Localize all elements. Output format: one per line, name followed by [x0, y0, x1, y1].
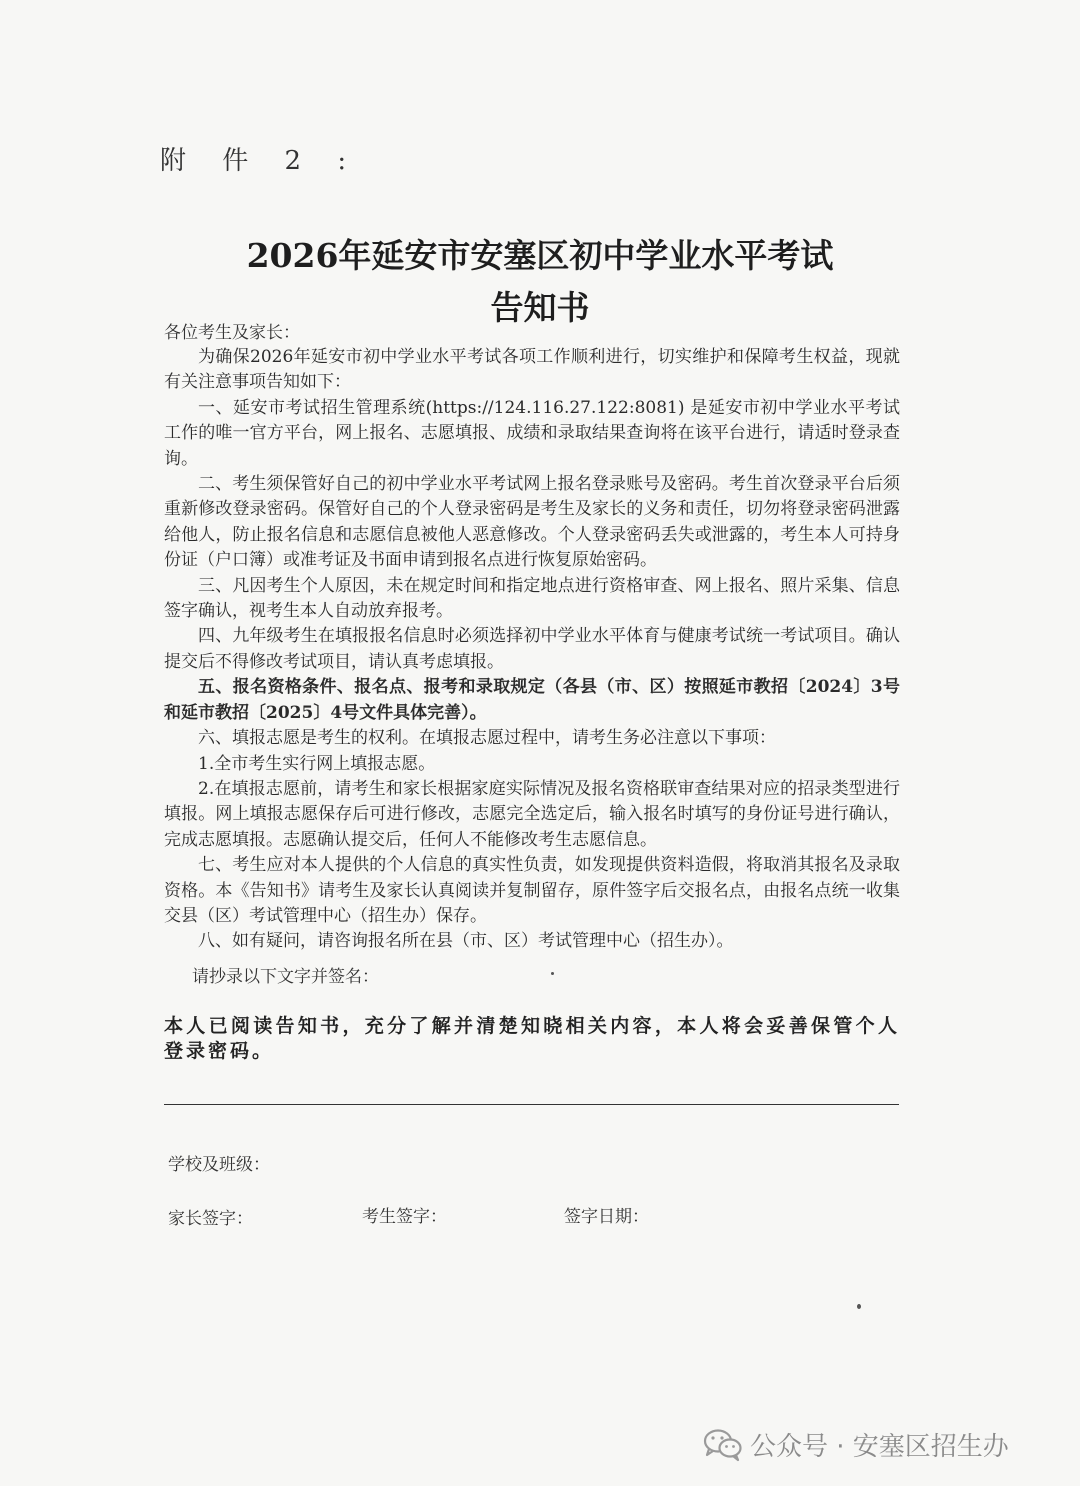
wechat-watermark	[702, 1418, 1072, 1470]
wechat-icon	[702, 1426, 744, 1462]
document-subtitle: 告知书	[490, 288, 590, 327]
acknowledgement-statement: 本人已阅读告知书，充分了解并清楚知晓相关内容，本人将会妥善保管个人登录密码。	[164, 1015, 900, 1062]
item-7-paragraph: 七、考生应对本人提供的个人信息的真实性负责，如发现提供资料造假，将取消其报名及录取资格。本《告知书》请考生及家长认真阅读并复制留存，原件签字后交报名点，由报名点统一收集交县（区）考试管理中心（招生办）保存。	[164, 855, 900, 926]
item-6-paragraph: 六、填报志愿是考生的权利。在填报志愿过程中，请考生务必注意以下事项：	[198, 728, 776, 749]
sign-date-field: 签字日期：	[564, 1207, 649, 1227]
scan-speck	[857, 1304, 861, 1309]
copy-instruction: 请抄录以下文字并签名：	[192, 967, 379, 987]
item-5-paragraph: 五、报名资格条件、报名点、报考和录取规定（各县（市、区）按照延市教招〔2024〕3号和延市教招〔2025〕4号文件具体完善）。	[164, 677, 900, 723]
document-title: 2026年延安市安塞区初中学业水平考试	[246, 236, 834, 275]
item-6-sub-2: 2.在填报志愿前，请考生和家长根据家庭实际情况及报名资格联审查结果对应的招录类型进行填报。网上填报志愿保存后可进行修改，志愿完全选定后，输入报名时填写的身份证号进行确认，完成志愿填报。志愿确认提交后，任何人不能修改考生志愿信息。	[164, 778, 900, 850]
item-1-paragraph: 一、延安市考试招生管理系统(https://124.116.27.122:8081) 是延安市初中学业水平考试工作的唯一官方平台，网上报名、志愿填报、成绩和录取结果查询将在该平台进行，请适时登录查询。	[164, 397, 900, 469]
parent-signature-field: 家长签字：	[168, 1209, 253, 1229]
student-signature-field: 考生签字：	[362, 1207, 447, 1227]
greeting: 各位考生及家长：	[164, 323, 300, 343]
handwriting-line	[164, 1104, 899, 1105]
notice-body	[164, 345, 900, 955]
item-6-sub-1: 1.全市考生实行网上填报志愿。	[198, 753, 436, 774]
watermark-text: 公众号 · 安塞区招生办	[750, 1431, 1009, 1462]
school-class-field: 学校及班级：	[168, 1155, 270, 1175]
item-3-paragraph: 三、凡因考生个人原因，未在规定时间和指定地点进行资格审查、网上报名、照片采集、信息签字确认，视考生本人自动放弃报考。	[164, 575, 900, 622]
item-8-paragraph: 八、如有疑问，请咨询报名所在县（市、区）考试管理中心（招生办）。	[198, 931, 734, 952]
intro-paragraph: 为确保2026年延安市初中学业水平考试各项工作顺利进行，切实维护和保障考生权益，现就有关注意事项告知如下：	[164, 347, 900, 393]
item-2-paragraph: 二、考生须保管好自己的初中学业水平考试网上报名登录账号及密码。考生首次登录平台后须重新修改登录密码。保管好自己的个人登录密码是考生及家长的义务和责任，切勿将登录密码泄露给他人，防止报名信息和志愿信息被他人恶意修改。个人登录密码丢失或泄露的，考生本人可持身份证（户口簿）或准考证及书面申请到报名点进行恢复原始密码。	[164, 474, 900, 571]
attachment-label: 附 件 2 :	[160, 146, 361, 176]
item-4-paragraph: 四、九年级考生在填报报名信息时必须选择初中学业水平体育与健康考试统一考试项目。确认提交后不得修改考试项目，请认真考虑填报。	[164, 626, 900, 672]
scan-speck	[551, 972, 554, 975]
